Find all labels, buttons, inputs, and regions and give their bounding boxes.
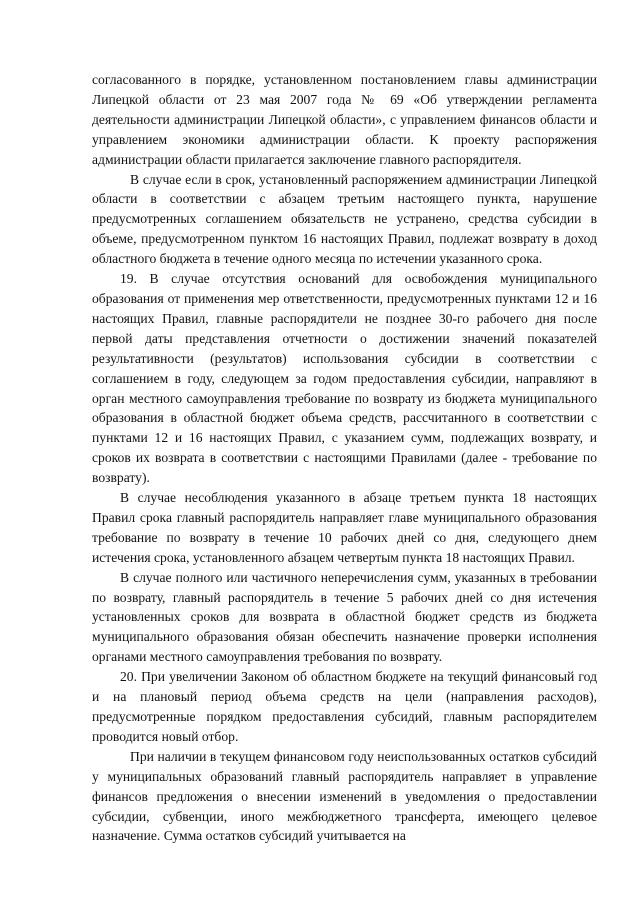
paragraph-noncompliance: В случае несоблюдения указанного в абзаце третьем пункта 18 настоящих Правил срока главный распорядитель направляет главе муниципального образования требование по возврату в течение 10 рабочих дней со дня, следующего днем истечения срока, установленного абзацем четвертым пункта 18 настоящих Правил. <box>92 490 597 565</box>
document-page <box>92 70 597 846</box>
paragraph-refund-deadline: В случае если в срок, установленный распоряжением администрации Липецкой области в соответствии с абзацем третьим настоящего пункта, нарушение предусмотренных соглашением обязательств не устранено, средства субсидии в объеме, предусмотренном пунктом 16 настоящих Правил, подлежат возврату в доход областного бюджета в течение одного месяца по истечении указанного срока. <box>92 171 597 267</box>
paragraph-nonpayment: В случае полного или частичного неперечисления сумм, указанных в требовании по возврату, главный распорядитель в течение 5 рабочих дней со дня истечения установленных сроков для возврата в областной бюджет средств из бюджета муниципального образования обязан обеспечить назначение проверки исполнения органами местного самоуправления требования по возврату. <box>92 569 597 665</box>
paragraph-item-20: 20. При увеличении Законом об областном бюджете на текущий финансовый год и на плановый период объема средств на цели (направления расходов), предусмотренные порядком предоставления субсидий, главным распорядителем проводится новый отбор. <box>92 669 597 744</box>
paragraph-item-19: 19. В случае отсутствия оснований для освобождения муниципального образования от применения мер ответственности, предусмотренных пунктами 12 и 16 настоящих Правил, главные распорядители не позднее 30-го рабочего дня после первой даты представления отчетности о достижении значений показателей результативности (результатов) использования субсидии в соответствии с соглашением в году, следующем за годом предоставления субсидии, направляют в орган местного самоуправления требование по возврату из бюджета муниципального образования в областной бюджет объема средств, рассчитанного в соответствии с пунктами 12 и 16 настоящих Правил, с указанием сумм, подлежащих возврату, и сроков их возврата в соответствии с настоящими Правилами (далее - требование по возврату). <box>92 271 597 486</box>
paragraph-continuation: согласованного в порядке, установленном постановлением главы администрации Липецкой области от 23 мая 2007 года № 69 «Об утверждении регламента деятельности администрации Липецкой области», с управлением финансов области и управлением экономики администрации области. К проекту распоряжения администрации области прилагается заключение главного распорядителя. <box>92 72 597 167</box>
paragraph-unused-balances: При наличии в текущем финансовом году неиспользованных остатков субсидий у муниципальных образований главный распорядитель направляет в управление финансов предложения о внесении изменений в уведомления о предоставлении субсидии, субвенции, иного межбюджетного трансферта, имеющего целевое назначение. Сумма остатков субсидий учитывается на <box>92 748 597 844</box>
